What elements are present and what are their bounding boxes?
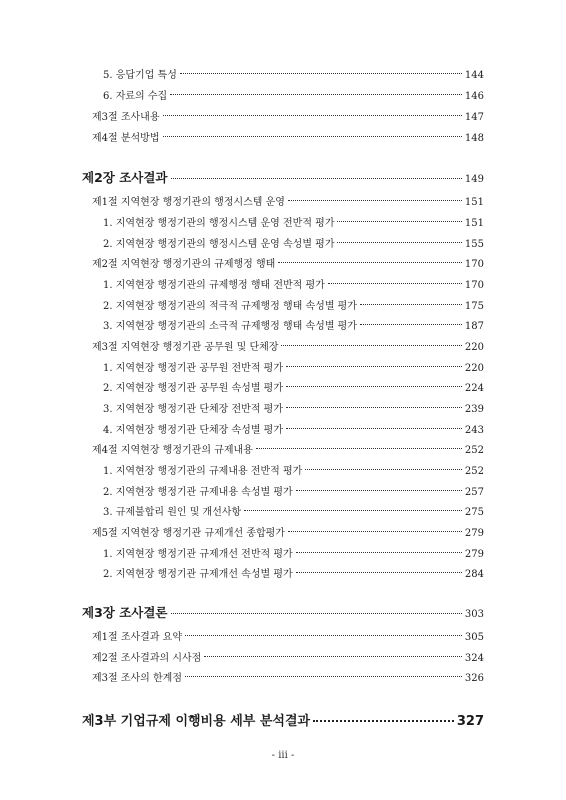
toc-entry-label: 제3절 조사의 한계점 (92, 673, 182, 684)
toc-entry-page: 275 (464, 507, 484, 518)
toc-entry-page: 151 (464, 197, 484, 208)
toc-entry (92, 108, 484, 123)
toc-entry (92, 628, 484, 643)
toc-entry (92, 255, 484, 270)
toc-entry-label: 제5절 지역현장 행정기관 규제개선 종합평가 (92, 528, 285, 539)
toc-entry-page: 187 (464, 321, 484, 332)
leader-dots (328, 283, 462, 284)
toc-part-label: 제3부 기업규제 이행비용 세부 분석결과 (82, 714, 311, 729)
leader-dots (286, 428, 462, 429)
toc-entry (103, 503, 484, 518)
toc-entry-page: 146 (464, 91, 484, 102)
toc-entry-page: 170 (464, 259, 484, 270)
leader-dots (337, 221, 461, 222)
leader-dots (281, 345, 461, 346)
toc-entry (103, 483, 484, 498)
leader-dots (163, 136, 462, 137)
toc-entry-label: 제2절 지역현장 행정기관의 규제행정 행태 (92, 259, 276, 270)
leader-dots (296, 572, 462, 573)
toc-entry-page: 243 (464, 425, 484, 436)
leader-dots (244, 510, 462, 511)
toc-entry (103, 565, 484, 580)
toc-entry-label: 제4절 지역현장 행정기관의 규제내용 (92, 445, 253, 456)
toc-entry (92, 441, 484, 456)
leader-dots (185, 676, 462, 677)
leader-dots (337, 242, 461, 243)
toc-entry (103, 317, 484, 332)
leader-dots (286, 407, 462, 408)
toc-entry (103, 462, 484, 477)
toc-entry-label: 2. 지역현장 행정기관의 행정시스템 운영 속성별 평가 (103, 239, 335, 250)
toc-entry (103, 400, 484, 415)
toc-entry (103, 235, 484, 250)
toc-entry-page: 279 (464, 528, 484, 539)
toc-chapter (82, 168, 484, 186)
leader-dots (313, 720, 454, 722)
toc-entry-label: 3. 규제불합리 원인 및 개선사항 (103, 507, 242, 518)
toc-entry-page: 151 (464, 218, 484, 229)
leader-dots (296, 490, 462, 491)
leader-dots (171, 178, 462, 179)
toc-entry (92, 338, 484, 353)
toc-entry-label: 4. 지역현장 행정기관 단체장 속성별 평가 (103, 425, 283, 436)
toc-entry (92, 649, 484, 664)
toc-entry-page: 144 (464, 70, 484, 81)
toc-entry-label: 2. 지역현장 행정기관 규제개선 속성별 평가 (103, 569, 293, 580)
toc-chapter-label: 제3장 조사결론 (82, 605, 168, 620)
leader-dots (171, 613, 462, 614)
toc-entry (103, 87, 484, 102)
leader-dots (185, 635, 462, 636)
toc-part-page: 327 (456, 714, 484, 729)
leader-dots (286, 386, 462, 387)
leader-dots (360, 324, 462, 325)
toc-entry-label: 제3절 조사내용 (92, 112, 160, 123)
toc-entry-label: 2. 지역현장 행정기관의 적극적 규제행정 행태 속성별 평가 (103, 301, 357, 312)
leader-dots (278, 262, 462, 263)
toc-entry (103, 66, 484, 81)
toc-chapter-page: 149 (464, 174, 484, 185)
leader-dots (288, 200, 462, 201)
leader-dots (360, 304, 462, 305)
toc-entry-page: 148 (464, 133, 484, 144)
toc-entry-page: 175 (464, 301, 484, 312)
toc-entry-page: 279 (464, 549, 484, 560)
toc-entry-label: 제3절 지역현장 행정기관 공무원 및 단체장 (92, 342, 279, 353)
page-number-footer: - iii - (271, 750, 295, 761)
toc-entry (92, 129, 484, 144)
leader-dots (286, 366, 462, 367)
toc-entry (103, 421, 484, 436)
toc-entry-page: 220 (464, 342, 484, 353)
toc-entry-page: 155 (464, 239, 484, 250)
toc-entry-page: 326 (464, 673, 484, 684)
leader-dots (305, 469, 462, 470)
toc-entry-label: 3. 지역현장 행정기관의 소극적 규제행정 행태 속성별 평가 (103, 321, 357, 332)
toc-part (82, 710, 484, 729)
leader-dots (288, 531, 462, 532)
leader-dots (180, 73, 462, 74)
toc-entry-page: 305 (464, 632, 484, 643)
toc-chapter (82, 603, 484, 621)
toc-entry-label: 1. 지역현장 행정기관의 행정시스템 운영 전반적 평가 (103, 218, 335, 229)
toc-entry (103, 276, 484, 291)
toc-entry-page: 220 (464, 363, 484, 374)
toc-entry (103, 359, 484, 374)
toc-entry-page: 284 (464, 569, 484, 580)
toc-entry-label: 제2절 조사결과의 시사점 (92, 653, 202, 664)
toc-entry (103, 545, 484, 560)
toc-entry-page: 252 (464, 445, 484, 456)
toc-entry-page: 147 (464, 112, 484, 123)
toc-entry (92, 524, 484, 539)
leader-dots (256, 448, 462, 449)
toc-entry (103, 214, 484, 229)
toc-entry (92, 193, 484, 208)
toc-chapter-label: 제2장 조사결과 (82, 170, 168, 185)
toc-entry-label: 5. 응답기업 특성 (103, 70, 177, 81)
toc-entry-label: 제1절 지역현장 행정기관의 행정시스템 운영 (92, 197, 285, 208)
toc-entry-label: 2. 지역현장 행정기관 규제내용 속성별 평가 (103, 487, 293, 498)
leader-dots (163, 115, 462, 116)
leader-dots (170, 94, 462, 95)
leader-dots (296, 552, 462, 553)
toc-entry-label: 1. 지역현장 행정기관의 규제행정 행태 전반적 평가 (103, 280, 325, 291)
toc-entry-label: 1. 지역현장 행정기관 공무원 전반적 평가 (103, 363, 283, 374)
toc-entry-label: 제1절 조사결과 요약 (92, 632, 182, 643)
toc-entry (92, 669, 484, 684)
toc-entry (103, 379, 484, 394)
toc-entry-page: 324 (464, 653, 484, 664)
toc-entry-label: 6. 자료의 수집 (103, 91, 168, 102)
toc-entry-label: 1. 지역현장 행정기관의 규제내용 전반적 평가 (103, 466, 303, 477)
toc-entry (103, 297, 484, 312)
toc-entry-label: 1. 지역현장 행정기관 규제개선 전반적 평가 (103, 549, 293, 560)
toc-entry-page: 170 (464, 280, 484, 291)
toc-entry-label: 3. 지역현장 행정기관 단체장 전반적 평가 (103, 404, 283, 415)
leader-dots (204, 656, 462, 657)
toc-entry-label: 2. 지역현장 행정기관 공무원 속성별 평가 (103, 383, 283, 394)
toc-entry-label: 제4절 분석방법 (92, 133, 160, 144)
toc-entry-page: 239 (464, 404, 484, 415)
toc-entry-page: 224 (464, 383, 484, 394)
toc-entry-page: 257 (464, 487, 484, 498)
toc-chapter-page: 303 (464, 609, 484, 620)
toc-entry-page: 252 (464, 466, 484, 477)
